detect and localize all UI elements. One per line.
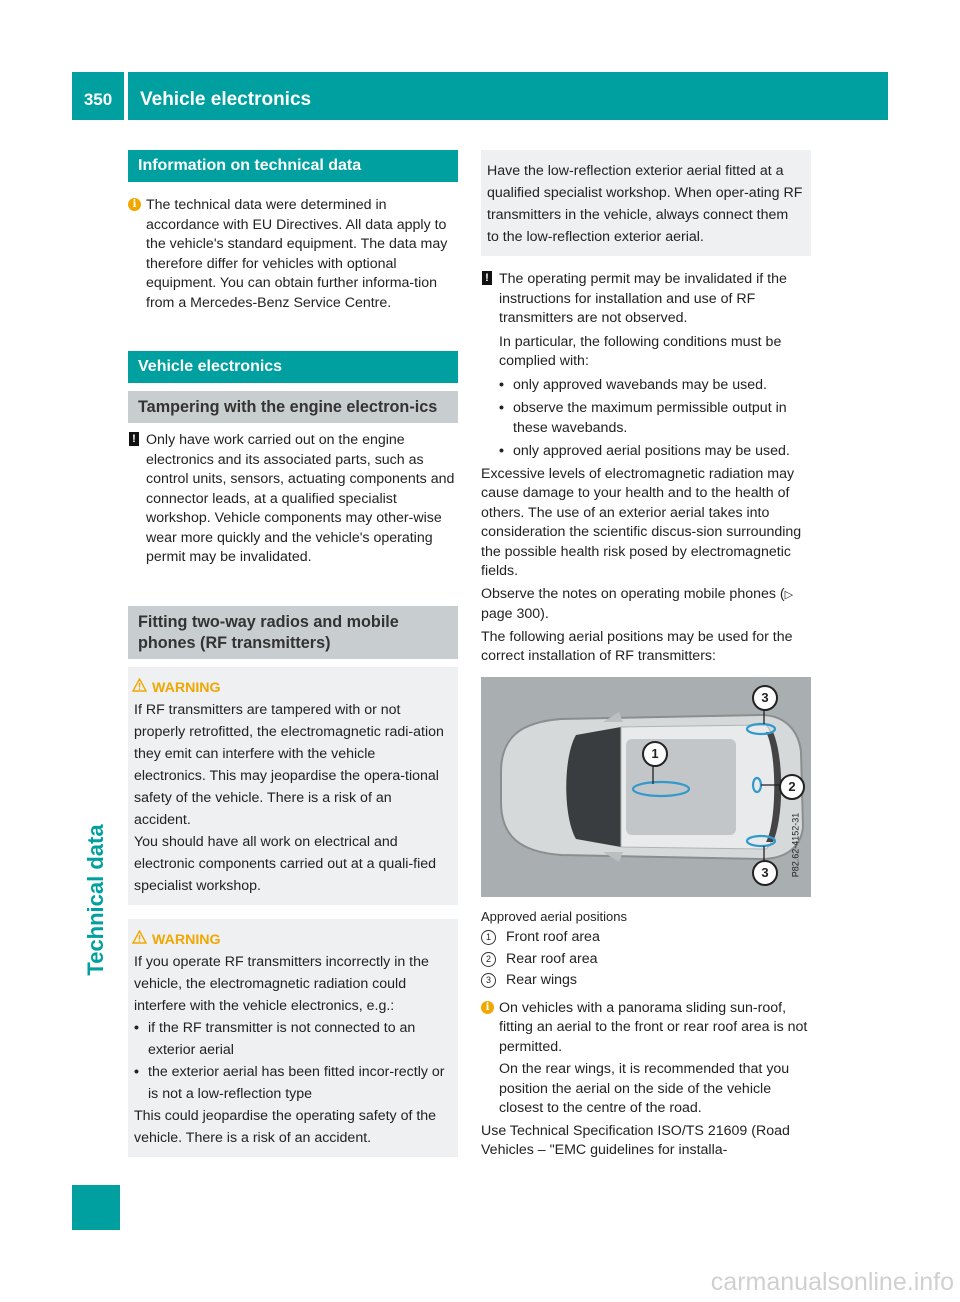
legend-item: 3 Rear wings — [481, 971, 811, 991]
exclamation-icon: ! — [482, 271, 492, 285]
warning-label-1: WARNING — [152, 677, 450, 699]
observe-paragraph: Observe the notes on operating mobile phones (▷ page 300). — [481, 585, 794, 622]
warning-box-1 — [128, 667, 458, 905]
permit-notice: ! The operating permit may be invalidated if the instructions for installation and use of RF transmitters are not observed. In particular, the following conditions must be complied with: • only approved wavebands may be used. • observe the maximum permissible output in these wavebands. • only approved aerial positions may be used. — [481, 270, 811, 462]
warning-box-2 — [128, 919, 458, 1157]
condition-item: • observe the maximum permissible output in these wavebands. — [499, 399, 811, 438]
warning-triangle-icon — [132, 930, 147, 944]
legend-item: 2 Rear roof area — [481, 950, 811, 970]
fitting-heading: Fitting two-way radios and mobile phones (RF transmitters) — [128, 606, 458, 659]
callout-3-bottom: 3 — [752, 860, 778, 886]
warning1-text-1: If RF transmitters are tampered with or not properly retrofitted, the electromagnetic radi-ation they emit can interfere with the vehicle electronics. This may jeopardise the opera-tional safety of the vehicle. There is a risk of an accident. — [134, 701, 444, 828]
warning2-bullet: • if the RF transmitter is not connected to an exterior aerial — [134, 1017, 450, 1061]
sunroof-info-note: i On vehicles with a panorama sliding sun-roof, fitting an aerial to the front or rear roof area is not permitted. On the rear wings, it is recommended that you position the aerial on the side of the vehicle closest to the centre of the road. — [481, 999, 811, 1119]
sidebar-chapter — [72, 640, 120, 1160]
callout-3-top: 3 — [752, 685, 778, 711]
warning2-bullet: • the exterior aerial has been fitted incor-rectly or is not a low-reflection type — [134, 1061, 450, 1105]
sidebar-tab — [72, 1185, 120, 1230]
page-number: 350 — [83, 90, 113, 109]
following-paragraph: The following aerial positions may be used for the correct installation of RF transmitters: — [481, 628, 793, 664]
figure-caption: Approved aerial positions — [481, 908, 627, 924]
info-note: i The technical data were determined in accordance with EU Directives. All data apply to the vehicle's standard equipment. The data may therefore differ for vehicles with optional equipment. You can obtain further informa-tion from a Mercedes-Benz Service Centre. — [128, 196, 458, 313]
header-divider — [124, 72, 128, 120]
warning2-text-1: If you operate RF transmitters incorrectly in the vehicle, the electromagnetic radiation could interfere with the vehicle electronics, e.g.: — [134, 953, 429, 1014]
aerial-positions-figure — [481, 677, 811, 897]
page-reference-arrow-icon: ▷ — [784, 588, 794, 601]
condition-item: • only approved aerial positions may be used. — [499, 442, 811, 462]
info-icon: i — [481, 1001, 494, 1014]
warning2-text-2: This could jeopardise the operating safety of the vehicle. There is a risk of an accident. — [134, 1107, 437, 1146]
right-column — [481, 150, 811, 1161]
legend-item: 1 Front roof area — [481, 928, 811, 948]
tamper-notice: ! Only have work carried out on the engine electronics and its associated parts, such as control units, sensors, actuating components and connector leads, at a qualified specialist workshop. Vehicle components may other-wise wear more quickly and the vehicle's operating permit may be invalidated. — [128, 431, 458, 568]
tamper-heading: Tampering with the engine electron-ics — [128, 391, 458, 423]
condition-item: • only approved wavebands may be used. — [499, 376, 811, 396]
exclamation-icon: ! — [129, 432, 139, 446]
callout-2: 2 — [779, 774, 805, 800]
info-icon: i — [128, 198, 141, 211]
warning-label-2: WARNING — [152, 929, 450, 951]
warning-triangle-icon — [132, 678, 147, 692]
footer-watermark: carmanualsonline.info — [710, 1268, 954, 1296]
section-heading: Vehicle electronics — [128, 351, 458, 383]
figure-code: P82.62-4152-31 — [790, 812, 801, 877]
warning1-text-2: You should have all work on electrical and electronic components carried out at a quali-fied specialist workshop. — [134, 833, 437, 894]
excessive-paragraph: Excessive levels of electromagnetic radiation may cause damage to your health and to the health of others. The use of an exterior aerial takes into consideration the scientific discus-sion surrounding the possible health risk posed by electromagnetic fields. — [481, 465, 802, 579]
page-title: Vehicle electronics — [140, 89, 312, 110]
aerial-box: Have the low-reflection exterior aerial fitted at a qualified specialist workshop. When oper-ating RF transmitters in the vehicle, always connect them to the low-reflection exterior aerial. — [481, 150, 811, 256]
page-reference-link[interactable]: page 300). — [481, 606, 549, 622]
info-heading: Information on technical data — [128, 150, 458, 182]
callout-1: 1 — [642, 741, 668, 767]
sidebar-chapter-label: Technical data — [83, 824, 108, 976]
left-column — [128, 150, 458, 1157]
use-paragraph: Use Technical Specification ISO/TS 21609 (Road Vehicles – "EMC guidelines for installa- — [481, 1122, 790, 1158]
